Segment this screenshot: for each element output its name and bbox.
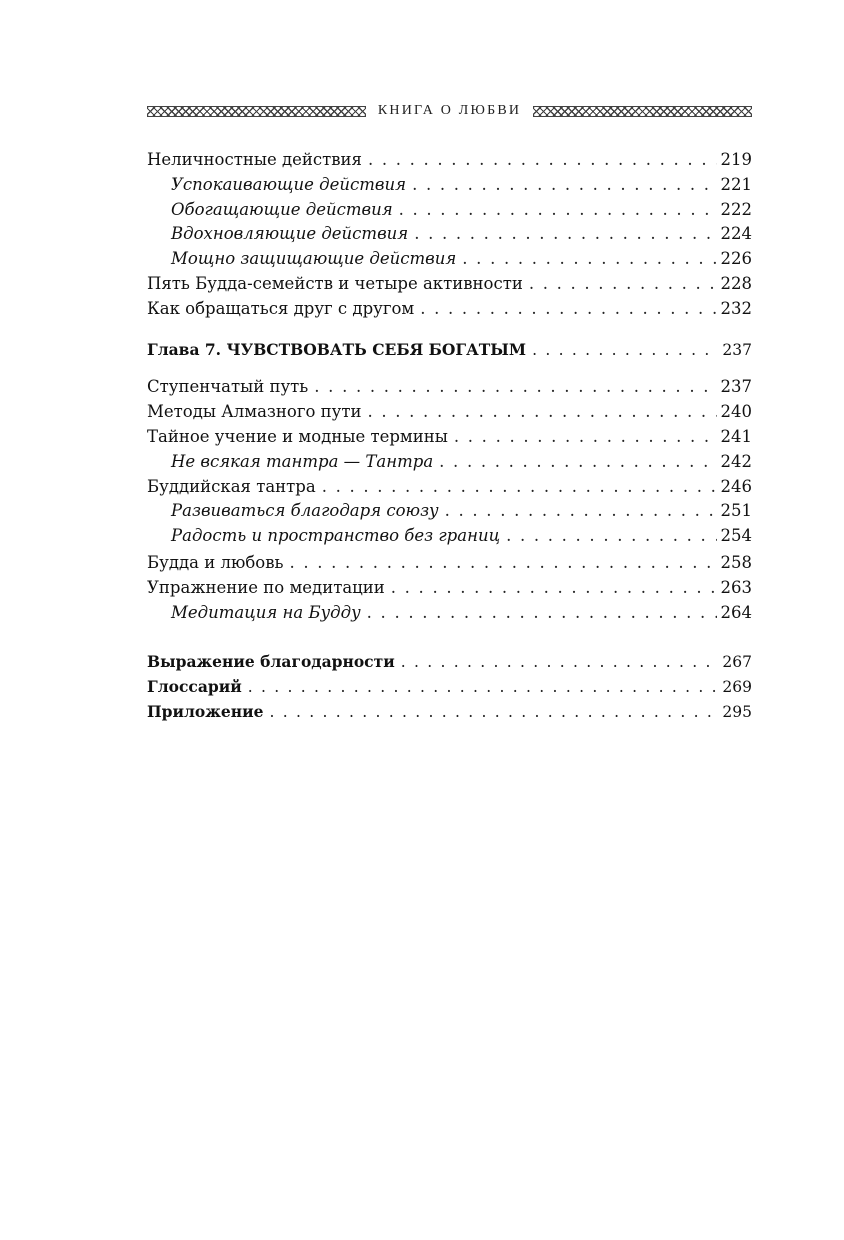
toc-entry-page: 226 xyxy=(720,249,752,269)
toc-entry-page: 269 xyxy=(722,678,752,697)
toc-dot-leader xyxy=(454,425,717,450)
header-ornament-left xyxy=(147,106,366,117)
toc-entry xyxy=(147,247,752,272)
toc-entry-title: Медитация на Будду xyxy=(171,602,361,622)
running-title: КНИГА О ЛЮБВИ xyxy=(377,103,522,118)
toc-entry xyxy=(147,198,752,223)
toc-dot-leader xyxy=(269,700,718,725)
toc-dot-leader xyxy=(420,297,716,322)
toc-entry-title: Буддийская тантра xyxy=(147,476,316,496)
toc-entry-page: 258 xyxy=(720,552,752,572)
toc-dot-leader xyxy=(399,198,717,223)
toc-entry-page: 295 xyxy=(722,702,752,721)
toc-dot-leader xyxy=(439,450,716,475)
toc-entry-page: 242 xyxy=(720,451,752,471)
toc-dot-leader xyxy=(462,247,716,272)
toc-entry-title: Вдохновляющие действия xyxy=(171,224,409,244)
toc-entry xyxy=(147,425,752,450)
toc-dot-leader xyxy=(368,400,717,425)
toc-entry xyxy=(147,499,752,524)
toc-dot-leader xyxy=(322,475,717,500)
toc-entry xyxy=(147,297,752,322)
toc-dot-leader xyxy=(289,551,716,576)
toc-entry-page: 228 xyxy=(720,273,752,293)
toc-entry-page: 263 xyxy=(720,577,752,597)
toc-entry xyxy=(147,173,752,198)
toc-dot-leader xyxy=(532,338,718,363)
toc-entry-title: Радость и пространство без границ xyxy=(171,526,501,546)
toc-entry-page: 267 xyxy=(722,653,752,672)
toc-entry-title: Методы Алмазного пути xyxy=(147,402,362,422)
toc-chapter-heading xyxy=(147,338,752,363)
toc-entry xyxy=(147,450,752,475)
toc-entry-page: 219 xyxy=(720,150,752,169)
toc-entry-page: 224 xyxy=(720,224,752,244)
toc-entry-title: Не всякая тантра — Тантра xyxy=(171,451,434,471)
toc-entry xyxy=(147,475,752,500)
toc-dot-leader xyxy=(506,524,716,549)
toc-back-matter-entry xyxy=(147,650,752,675)
toc-entry-page: 237 xyxy=(720,377,752,397)
toc-dot-leader xyxy=(445,499,717,524)
toc-entry xyxy=(147,222,752,247)
toc-entry-page: 232 xyxy=(720,298,752,318)
toc-entry-page: 251 xyxy=(720,501,752,521)
toc-dot-leader xyxy=(314,375,716,400)
toc-entry xyxy=(147,576,752,601)
toc-entry-title: Обогащающие действия xyxy=(171,199,393,219)
toc-entry-page: 221 xyxy=(720,174,752,194)
toc-dot-leader xyxy=(248,675,719,700)
toc-dot-leader xyxy=(391,576,717,601)
toc-entry-title: Упражнение по медитации xyxy=(147,577,385,597)
toc-entry xyxy=(147,551,752,576)
toc-entry xyxy=(147,524,752,549)
toc-entry-page: 246 xyxy=(720,476,752,496)
toc-entry-title: Выражение благодарности xyxy=(147,652,395,672)
toc-dot-leader xyxy=(412,173,716,198)
toc-back-matter-entry xyxy=(147,675,752,700)
toc-entry-title: Развиваться благодаря союзу xyxy=(171,501,439,521)
toc-entry-page: 241 xyxy=(720,426,752,446)
toc-dot-leader xyxy=(529,272,717,297)
toc-entry-page: 240 xyxy=(720,402,752,422)
table-of-contents xyxy=(147,148,752,725)
toc-entry-title: Неличностные действия xyxy=(147,150,362,169)
toc-dot-leader xyxy=(414,222,716,247)
toc-entry xyxy=(147,375,752,400)
toc-entry-title: Ступенчатый путь xyxy=(147,377,309,397)
toc-entry-title: Мощно защищающие действия xyxy=(171,249,457,269)
toc-entry-page: 222 xyxy=(720,199,752,219)
toc-back-matter-entry xyxy=(147,700,752,725)
toc-entry-title: Глава 7. ЧУВСТВОВАТЬ СЕБЯ БОГАТЫМ xyxy=(147,339,527,359)
toc-entry-title: Будда и любовь xyxy=(147,552,284,572)
toc-entry-title: Глоссарий xyxy=(147,677,242,697)
toc-entry xyxy=(147,272,752,297)
toc-entry-title: Как обращаться друг с другом xyxy=(147,298,415,318)
toc-entry xyxy=(147,400,752,425)
toc-entry-title: Пять Будда-семейств и четыре активности xyxy=(147,273,523,293)
toc-dot-leader xyxy=(401,650,719,675)
toc-dot-leader xyxy=(367,601,717,626)
toc-entry-title: Успокаивающие действия xyxy=(171,174,407,194)
toc-dot-leader xyxy=(368,148,717,173)
toc-entry-title: Приложение xyxy=(147,701,264,721)
toc-entry xyxy=(147,601,752,626)
toc-entry xyxy=(147,148,752,173)
running-header xyxy=(147,100,752,122)
toc-entry-title: Тайное учение и модные термины xyxy=(147,426,448,446)
header-ornament-right xyxy=(533,106,752,117)
toc-entry-page: 254 xyxy=(720,526,752,546)
toc-entry-page: 264 xyxy=(720,602,752,622)
toc-entry-page: 237 xyxy=(722,340,752,359)
